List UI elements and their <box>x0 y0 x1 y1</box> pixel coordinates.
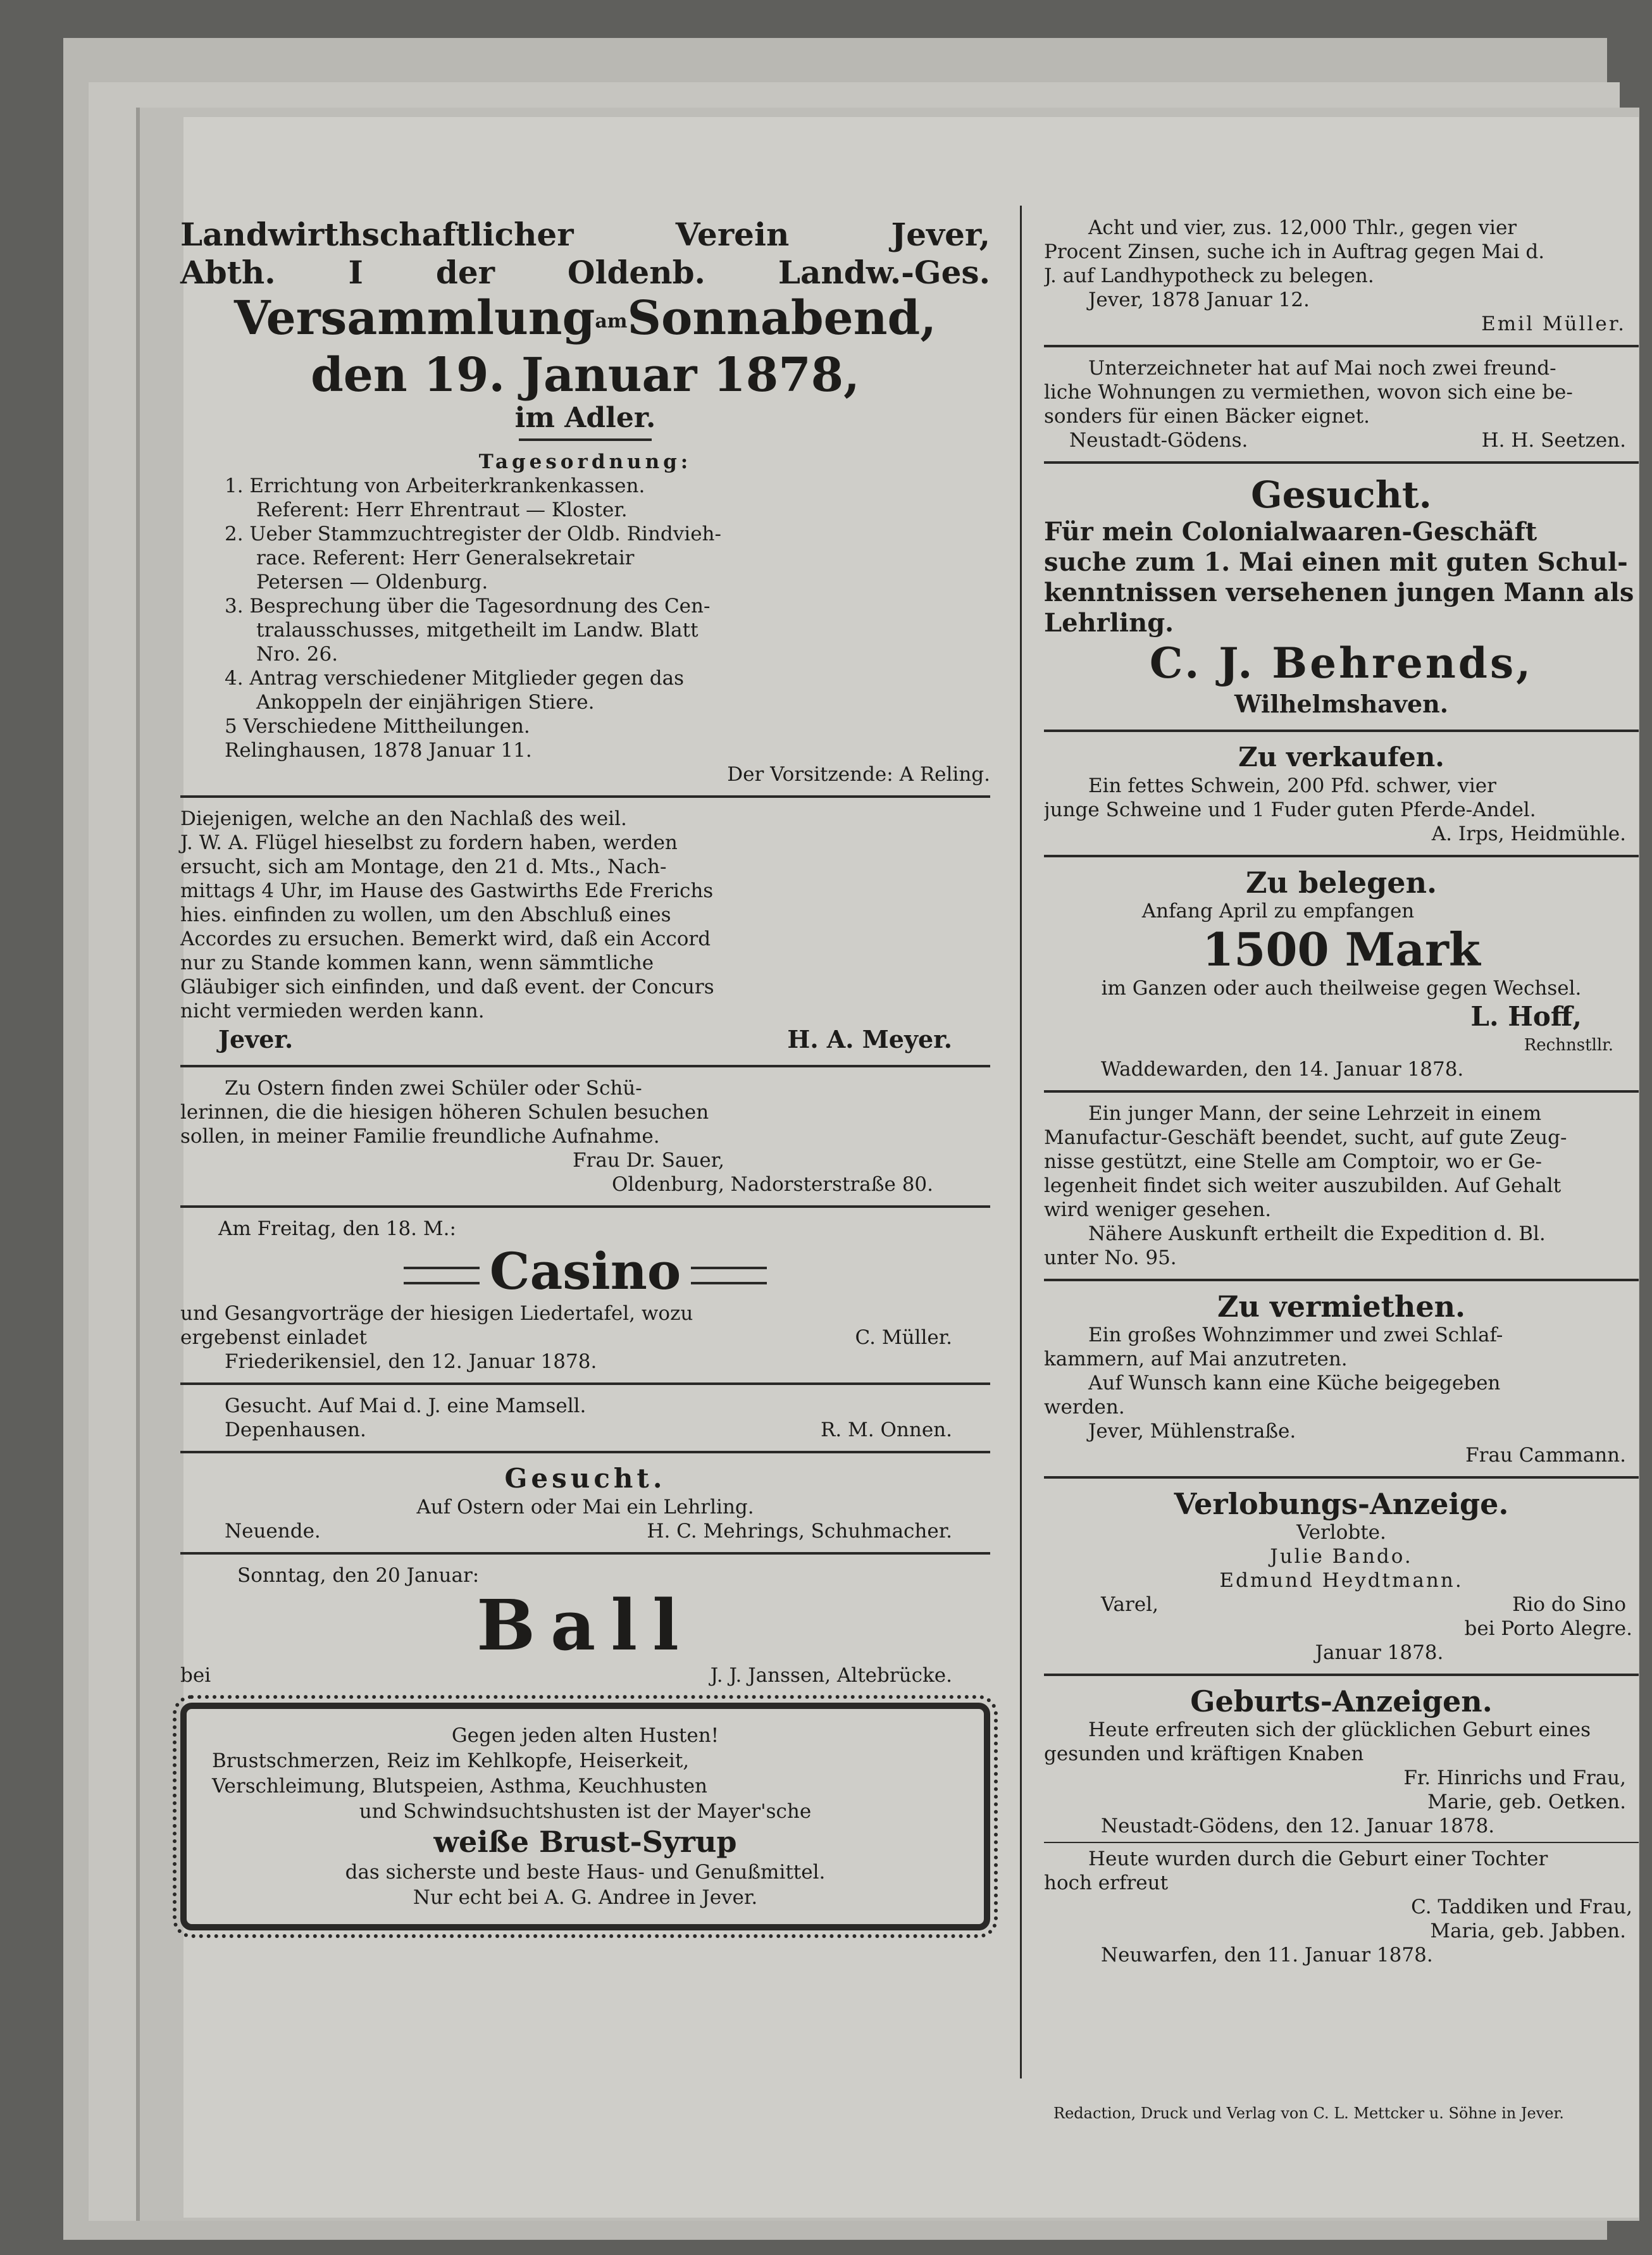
agenda-item: 3. Besprechung über die Tagesordnung des Cen- <box>225 594 711 618</box>
text-line: Ein junger Mann, der seine Lehrzeit in einem <box>1088 1102 1542 1125</box>
signature-row <box>180 1023 990 1056</box>
text-line: Unterzeichneter hat auf Mai noch zwei freund- <box>1088 357 1556 380</box>
divider <box>1044 461 1639 464</box>
versammlung-place: im Adler. <box>514 401 656 434</box>
text-line: nicht vermieden werden kann. <box>180 999 485 1022</box>
ad-heading: Zu verkaufen. <box>1238 742 1444 773</box>
address: Oldenburg, Nadorsterstraße 80. <box>611 1172 933 1196</box>
text-line: Diejenigen, welche an den Nachlaß des weil. <box>180 807 627 830</box>
divider <box>1044 1090 1639 1093</box>
text-line: legenheit findet sich weiter auszubilden. Auf Gehalt <box>1044 1174 1562 1197</box>
ad-belegen <box>1044 862 1639 1085</box>
divider <box>180 1382 990 1385</box>
divider <box>180 795 990 798</box>
divider <box>1044 1476 1639 1479</box>
text-line: sollen, in meiner Familie freundliche Aufnahme. <box>180 1124 660 1148</box>
ad-wohnungen <box>1044 352 1639 456</box>
place-date: Relinghausen, 1878 Januar 11. <box>225 738 532 762</box>
divider <box>1044 1674 1639 1676</box>
signature-title: Rechnstllr. <box>1524 1036 1613 1055</box>
divider <box>180 1451 990 1453</box>
signature-row: Neuende. H. C. Mehrings, Schuhmacher. <box>225 1519 952 1543</box>
agenda-item: Ankoppeln der einjährigen Stiere. <box>256 690 595 714</box>
date: Januar 1878. <box>1315 1641 1444 1664</box>
signature-row: bei J. J. Janssen, Altebrücke. <box>180 1663 952 1687</box>
text-line: unter No. 95. <box>1044 1246 1177 1269</box>
text-line: J. auf Landhypotheck zu belegen. <box>1044 264 1374 287</box>
agenda-item: 2. Ueber Stammzuchtregister der Oldb. Rindvieh- <box>225 522 721 545</box>
text-line: Manufactur-Geschäft beendet, sucht, auf gute Zeug- <box>1044 1126 1567 1149</box>
divider <box>1044 345 1639 347</box>
ad-heading: Zu belegen. <box>1245 866 1438 900</box>
text-line: Zu Ostern finden zwei Schüler oder Schü- <box>225 1076 642 1100</box>
divider <box>1044 730 1639 732</box>
signature: H. A. Meyer. <box>787 1024 952 1053</box>
amount: 1500 Mark <box>1202 922 1481 976</box>
divider <box>1044 1842 1639 1843</box>
text-line: mittags 4 Uhr, im Hause des Gastwirths Ede Frerichs <box>180 879 714 902</box>
divider <box>180 1065 990 1067</box>
signature-row: Depenhausen. R. M. Onnen. <box>225 1418 952 1441</box>
text-line: Brustschmerzen, Reiz im Kehlkopfe, Heiserkeit, <box>212 1749 690 1772</box>
text-line: wird weniger gesehen. <box>1044 1198 1272 1221</box>
imprint-footer: Redaction, Druck und Verlag von C. L. Mettcker u. Söhne in Jever. <box>1053 2104 1564 2122</box>
text-line: Für mein Colonialwaaren-Geschäft <box>1044 517 1537 547</box>
text-line: nur zu Stande kommen kann, wenn sämmtliche <box>180 951 654 974</box>
right-column <box>1044 212 1639 1971</box>
signature: C. Müller. <box>855 1326 952 1349</box>
text-line: Heute erfreuten sich der glücklichen Geburt eines <box>1088 1718 1591 1741</box>
signature: A. Irps, Heidmühle. <box>1431 823 1626 845</box>
firm-name: C. J. Behrends, <box>1149 638 1534 688</box>
text-line: Gegen jeden alten Husten! <box>451 1724 719 1747</box>
text-line: Lehrling. <box>1044 608 1174 638</box>
text-line: Heute wurden durch die Geburt einer Tochter <box>1088 1848 1548 1870</box>
left-column <box>180 212 990 1930</box>
ornament-icon <box>404 1267 480 1284</box>
divider <box>519 438 652 441</box>
verein-title: Landwirthschaftlicher Verein Jever, <box>180 216 990 253</box>
agenda-item: race. Referent: Herr Generalsekretair <box>256 546 635 569</box>
ornament-icon <box>691 1267 767 1284</box>
text-line: bei Porto Alegre. <box>1464 1617 1632 1640</box>
text-line: ersucht, sich am Montage, den 21 d. Mts., Nach- <box>180 855 667 878</box>
signature: Frau Cammann. <box>1465 1444 1626 1467</box>
text-line: hoch erfreut <box>1044 1872 1169 1894</box>
place-date: Friederikensiel, den 12. Januar 1878. <box>225 1350 597 1373</box>
ad-geburt <box>1044 1681 1639 1971</box>
text-line: werden. <box>1044 1396 1125 1419</box>
signature: R. M. Onnen. <box>820 1418 952 1441</box>
ad-heading: Gesucht. <box>504 1462 666 1494</box>
agenda-item: tralausschusses, mitgetheilt im Landw. Blatt <box>256 618 699 642</box>
place: Jever. <box>218 1024 294 1053</box>
text-line: liche Wohnungen zu vermiethen, wovon sich eine be- <box>1044 381 1573 404</box>
ad-junger-mann <box>1044 1098 1639 1274</box>
text-line: Accordes zu ersuchen. Bemerkt wird, daß ein Accord <box>180 927 711 950</box>
place-date: Jever, 1878 Januar 12. <box>1088 289 1310 311</box>
tagesordnung-heading: Tagesordnung: <box>478 450 692 473</box>
text-line: J. W. A. Flügel hieselbst zu fordern haben, werden <box>180 831 678 854</box>
ad-landhypothek <box>1044 212 1639 340</box>
casino-heading: Casino <box>180 1241 990 1301</box>
text-line: nisse gestützt, eine Stelle am Comptoir, wo er Ge- <box>1044 1150 1543 1173</box>
ad-heading: Zu vermiethen. <box>1217 1289 1466 1324</box>
text-line: kammern, auf Mai anzutreten. <box>1044 1348 1348 1370</box>
text-line: und Gesangvorträge der hiesigen Liedertafel, wozu <box>180 1301 693 1325</box>
divider <box>180 1205 990 1208</box>
signature: H. H. Seetzen. <box>1481 429 1626 452</box>
person-name: Julie Bando. <box>1270 1545 1413 1568</box>
ball-heading: Ball <box>476 1584 694 1666</box>
text-line: Nähere Auskunft ertheilt die Expedition d. Bl. <box>1088 1222 1546 1245</box>
ad-casino <box>180 1213 990 1377</box>
agenda-item: 4. Antrag verschiedener Mitglieder gegen das <box>225 666 685 690</box>
ad-verkaufen <box>1044 737 1639 850</box>
text-line: und Schwindsuchtshusten ist der Mayer'sche <box>359 1799 812 1823</box>
signature-row: Neustadt-Gödens. H. H. Seetzen. <box>1069 429 1626 452</box>
versammlung-heading: VersammlungamSonnabend, <box>233 291 937 345</box>
signature: Frau Dr. Sauer, <box>573 1148 724 1172</box>
agenda-item: Petersen — Oldenburg. <box>256 570 488 593</box>
text-line: Gesucht. Auf Mai d. J. eine Mamsell. <box>225 1394 587 1417</box>
text-line: Sonntag, den 20 Januar: <box>237 1563 480 1587</box>
agenda-item: Referent: Herr Ehrentraut — Kloster. <box>256 498 628 521</box>
product-name: weiße Brust-Syrup <box>433 1824 737 1859</box>
signature: H. C. Mehrings, Schuhmacher. <box>647 1519 952 1543</box>
text-line: Auf Wunsch kann eine Küche beigegeben <box>1088 1372 1501 1395</box>
text-line: Ein großes Wohnzimmer und zwei Schlaf- <box>1088 1324 1503 1346</box>
text-line: das sicherste und beste Haus- und Genußmittel. <box>345 1860 826 1884</box>
text-line: Nur echt bei A. G. Andree in Jever. <box>413 1885 758 1909</box>
text-line: Auf Ostern oder Mai ein Lehrling. <box>416 1495 754 1519</box>
text-line: suche zum 1. Mai einen mit guten Schul- <box>1044 547 1628 577</box>
ad-behrends <box>1044 469 1639 724</box>
ad-vermiethen <box>1044 1286 1639 1471</box>
text-line: gesunden und kräftigen Knaben <box>1044 1742 1364 1765</box>
ad-nachlass <box>180 803 990 1060</box>
divider <box>1044 855 1639 857</box>
person-name: Edmund Heydtmann. <box>1219 1569 1463 1592</box>
divider <box>180 1552 990 1555</box>
text-line: Acht und vier, zus. 12,000 Thlr., gegen vier <box>1088 216 1517 239</box>
place-row: Varel, Rio do Sino <box>1101 1593 1626 1616</box>
text-line: Procent Zinsen, suche ich in Auftrag gegen Mai d. <box>1044 240 1545 263</box>
text-line: Gläubiger sich einfinden, und daß event. der Concurs <box>180 975 714 998</box>
place-date: Neuwarfen, den 11. Januar 1878. <box>1101 1944 1433 1966</box>
text-line: sonders für einen Bäcker eignet. <box>1044 405 1370 428</box>
agenda-item: 5 Verschiedene Mittheilungen. <box>225 714 530 738</box>
agenda-item: 1. Errichtung von Arbeiterkrankenkassen. <box>225 474 645 497</box>
place: Jever, Mühlenstraße. <box>1088 1420 1296 1443</box>
signature: Marie, geb. Oetken. <box>1427 1791 1626 1813</box>
place-date: Neustadt-Gödens, den 12. Januar 1878. <box>1101 1815 1495 1837</box>
firm-place: Wilhelmshaven. <box>1234 690 1449 718</box>
ad-ostern-schueler <box>180 1072 990 1200</box>
text-line: im Ganzen oder auch theilweise gegen Wechsel. <box>1101 977 1582 1000</box>
column-divider <box>1020 206 1022 2078</box>
ad-verein-jever <box>180 212 990 790</box>
text-line: Ein fettes Schwein, 200 Pfd. schwer, vier <box>1088 774 1496 797</box>
ad-ball <box>180 1560 990 1691</box>
ad-mamsell <box>180 1390 990 1446</box>
signature: Fr. Hinrichs und Frau, <box>1403 1767 1626 1789</box>
text-line: Verschleimung, Blutspeien, Asthma, Keuchhusten <box>212 1774 708 1798</box>
signature: J. J. Janssen, Altebrücke. <box>710 1663 952 1687</box>
signature-row: ergebenst einladet C. Müller. <box>180 1326 952 1349</box>
ad-heading: Gesucht. <box>1251 473 1432 516</box>
ad-heading: Verlobungs-Anzeige. <box>1174 1487 1509 1521</box>
text-line: Anfang April zu empfangen <box>1141 900 1415 922</box>
ad-gesucht-lehrling <box>180 1458 990 1547</box>
text-line: lerinnen, die die hiesigen höheren Schulen besuchen <box>180 1100 709 1124</box>
divider <box>1044 1279 1639 1281</box>
text-line: junge Schweine und 1 Fuder guten Pferde-Andel. <box>1044 798 1536 821</box>
signature: Emil Müller. <box>1481 313 1626 335</box>
agenda-item: Nro. 26. <box>256 642 338 666</box>
text-line: hies. einfinden zu wollen, um den Abschluß eines <box>180 903 671 926</box>
text-line: Am Freitag, den 18. M.: <box>218 1217 456 1240</box>
signature: C. Taddiken und Frau, <box>1411 1896 1632 1918</box>
text-line: Verlobte. <box>1296 1521 1386 1544</box>
verein-subtitle: Abth. I der Oldenb. Landw.-Ges. <box>180 254 990 291</box>
signature: Der Vorsitzende: A Reling. <box>727 762 990 786</box>
versammlung-date: den 19. Januar 1878, <box>311 347 860 402</box>
ad-verlobung <box>1044 1484 1639 1668</box>
ad-heading: Geburts-Anzeigen. <box>1190 1684 1493 1718</box>
signature: L. Hoff, <box>1470 1001 1582 1032</box>
ad-brust-syrup <box>180 1703 990 1930</box>
signature: Maria, geb. Jabben. <box>1430 1920 1626 1942</box>
place-date: Waddewarden, den 14. Januar 1878. <box>1101 1058 1464 1081</box>
text-line: kenntnissen versehenen jungen Mann als <box>1044 578 1634 607</box>
